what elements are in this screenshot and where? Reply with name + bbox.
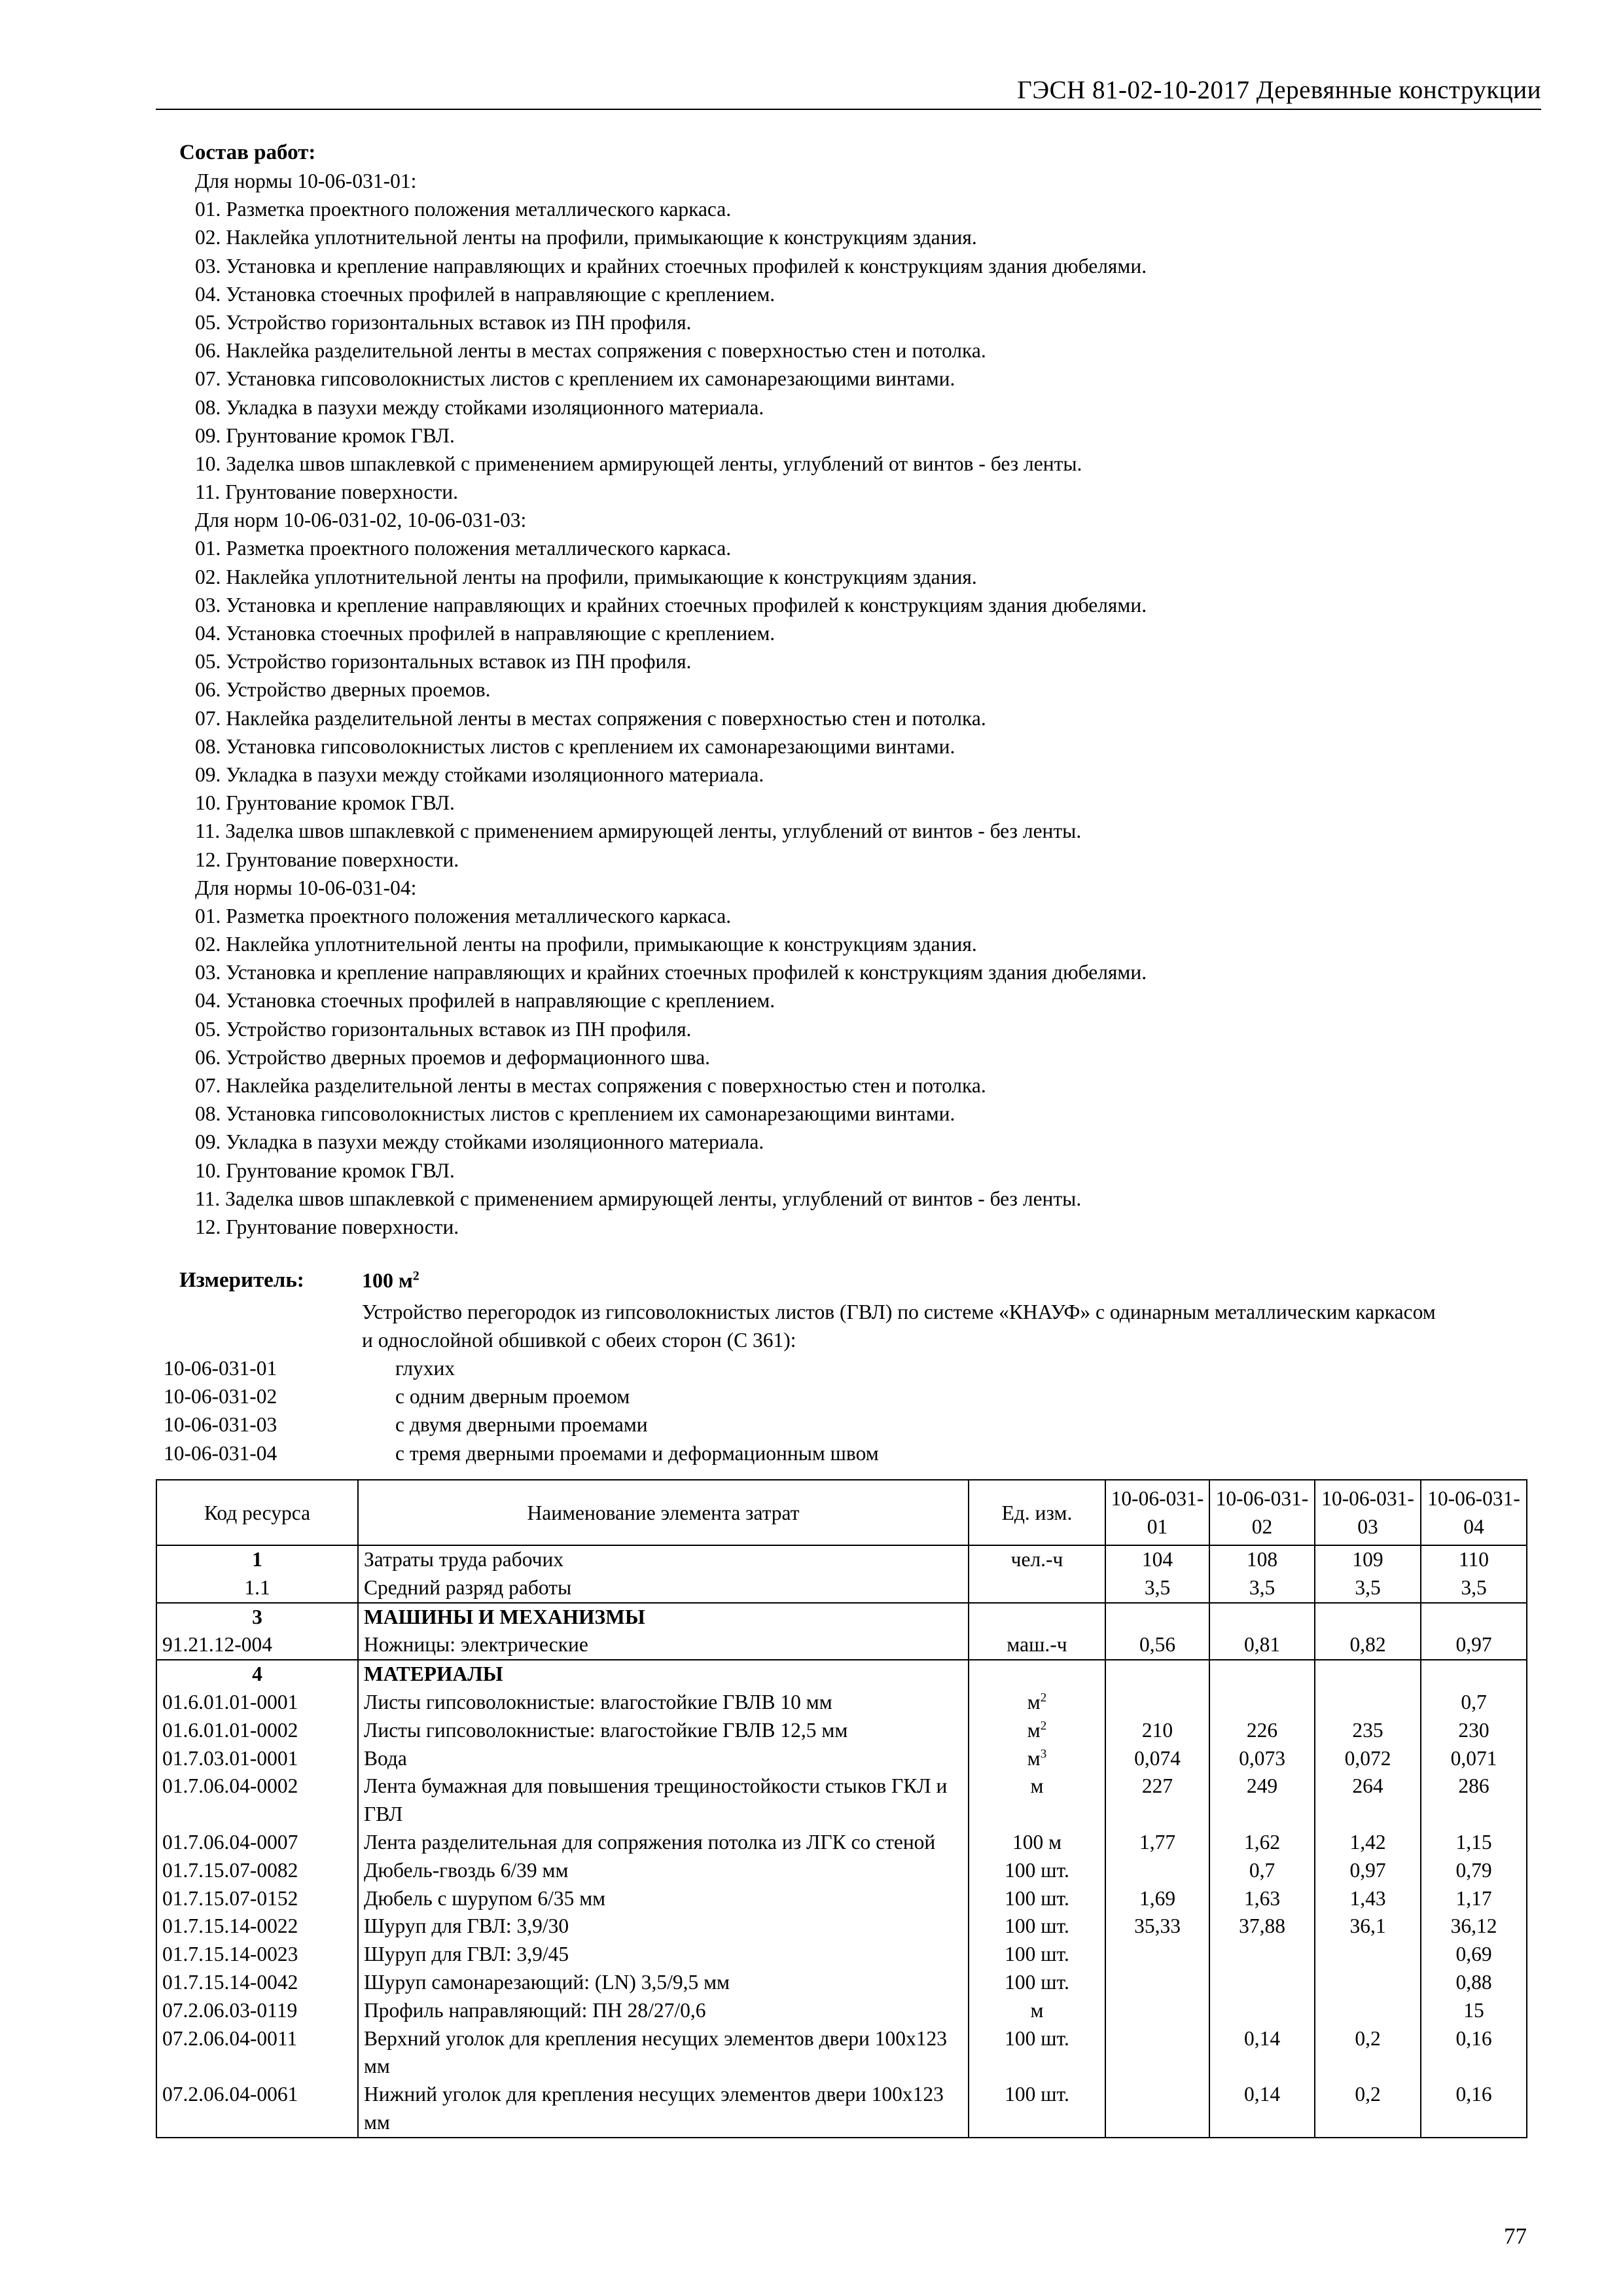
resource-name: Ножницы: электрические (358, 1631, 969, 1660)
unit-superscript: 2 (1040, 1719, 1047, 1733)
work-composition-title: Состав работ: (179, 141, 316, 164)
resource-unit (969, 1545, 1105, 1574)
norm-value (1105, 1857, 1209, 1885)
norm-value: 0,97 (1315, 1857, 1421, 1885)
norm-value: 1,77 (1105, 1829, 1209, 1857)
resource-unit (969, 1969, 1105, 1997)
norm-description: Устройство перегородок из гипсоволокнистых листов (ГВЛ) по системе «КНАУФ» с одинарным металлическим каркасом и однослойной обшивкой с обеих сторон (С 361): (362, 1300, 1436, 1352)
norm-value (1209, 1969, 1315, 1997)
norm-value: 1,42 (1315, 1829, 1421, 1857)
work-step-line: 03. Установка и крепление направляющих и крайних стоечных профилей к конструкциям здания дюбелями. (195, 593, 1147, 617)
norm-value: 0,7 (1209, 1857, 1315, 1885)
norm-value: 0,16 (1421, 2081, 1527, 2138)
work-step-line: 10. Грунтование кромок ГВЛ. (195, 1158, 455, 1182)
work-step-line: 01. Разметка проектного положения металлического каркаса. (195, 537, 732, 560)
resource-code: 3 (156, 1603, 358, 1632)
resource-unit (969, 2025, 1105, 2081)
resource-name: Вода (358, 1745, 969, 1773)
norm-value: 0,97 (1421, 1631, 1527, 1660)
norm-value: 0,69 (1421, 1941, 1527, 1969)
norm-value (1315, 1689, 1421, 1717)
norm-value: 235 (1315, 1717, 1421, 1745)
work-step-line: 01. Разметка проектного положения металлического каркаса. (195, 904, 732, 927)
norm-value (1315, 1603, 1421, 1632)
unit-text: м (1030, 1998, 1044, 2022)
resource-name: Верхний уголок для крепления несущих элементов двери 100х123 мм (358, 2025, 969, 2081)
resource-code: 01.6.01.01-0001 (156, 1689, 358, 1717)
norm-value (1105, 1941, 1209, 1969)
resource-name: Дюбель с шурупом 6/35 мм (358, 1885, 969, 1913)
work-step-line: 04. Установка стоечных профилей в направляющие с креплением. (195, 989, 776, 1013)
table-row (156, 1969, 1527, 1997)
unit-text: 100 шт. (1005, 1886, 1069, 1910)
work-step-line: 03. Установка и крепление направляющих и крайних стоечных профилей к конструкциям здания дюбелями. (195, 961, 1147, 984)
resource-code: 07.2.06.04-0061 (156, 2081, 358, 2138)
norm-value: 1,63 (1209, 1885, 1315, 1913)
work-step-line: 12. Грунтование поверхности. (195, 1215, 459, 1238)
resource-unit (969, 1631, 1105, 1660)
norm-value: 249 (1209, 1772, 1315, 1829)
unit-text: 100 м (1012, 1830, 1062, 1854)
unit-text: м (1030, 1774, 1044, 1798)
unit-text: маш.-ч (1007, 1633, 1067, 1657)
norm-value (1105, 1603, 1209, 1632)
norm-value: 1,62 (1209, 1829, 1315, 1857)
norm-value (1209, 1997, 1315, 2025)
resources-table (156, 1479, 1527, 2138)
norm-code: 10-06-031-01 (164, 1357, 277, 1380)
table-row (156, 2025, 1527, 2081)
unit-superscript: 2 (1040, 1691, 1047, 1705)
unit-text: 100 шт. (1005, 2026, 1069, 2050)
work-step-line: Для норм 10-06-031-02, 10-06-031-03: (195, 509, 527, 532)
norm-value (1421, 1603, 1527, 1632)
document-title: ГЭСН 81-02-10-2017 Деревянные конструкции (1017, 76, 1541, 104)
norm-code: 10-06-031-03 (164, 1413, 277, 1437)
resource-code: 01.7.15.14-0042 (156, 1969, 358, 1997)
unit-text: чел.-ч (1010, 1548, 1063, 1571)
work-step-line: 05. Устройство горизонтальных вставок из ПН профиля. (195, 310, 692, 334)
unit-text: 100 шт. (1005, 1914, 1069, 1938)
table-row (156, 1574, 1527, 1603)
norm-value (1209, 1660, 1315, 1689)
norm-value: 15 (1421, 1997, 1527, 2025)
header-code: Код ресурса (156, 1480, 358, 1545)
resource-code: 01.6.01.01-0002 (156, 1717, 358, 1745)
work-step-line: 06. Устройство дверных проемов и деформационного шва. (195, 1045, 711, 1069)
measure-label: Измеритель: (179, 1268, 304, 1292)
resource-name: Лента бумажная для повышения трещиностойкости стыков ГКЛ и ГВЛ (358, 1772, 969, 1829)
norm-value: 0,7 (1421, 1689, 1527, 1717)
norm-value (1209, 1603, 1315, 1632)
table-row (156, 1603, 1527, 1632)
norm-value: 1,15 (1421, 1829, 1527, 1857)
work-step-line: 11. Заделка швов шпаклевкой с применением армирующей ленты, углублений от винтов - без ленты. (195, 819, 1082, 843)
resource-name: Профиль направляющий: ПН 28/27/0,6 (358, 1997, 969, 2025)
norm-value: 35,33 (1105, 1912, 1209, 1941)
norm-value: 0,56 (1105, 1631, 1209, 1660)
norm-value: 109 (1315, 1545, 1421, 1574)
work-step-line: 04. Установка стоечных профилей в направляющие с креплением. (195, 282, 776, 306)
resource-name: Листы гипсоволокнистые: влагостойкие ГВЛВ 10 мм (358, 1689, 969, 1717)
norm-value (1105, 1997, 1209, 2025)
resource-name: Шуруп самонарезающий: (LN) 3,5/9,5 мм (358, 1969, 969, 1997)
norm-value: 3,5 (1209, 1574, 1315, 1603)
resource-code: 91.21.12-004 (156, 1631, 358, 1660)
norm-value (1105, 1689, 1209, 1717)
header-norm-4: 10-06-031-04 (1421, 1480, 1527, 1545)
norm-value (1315, 1941, 1421, 1969)
resource-name: Затраты труда рабочих (358, 1545, 969, 1574)
work-step-line: 09. Грунтование кромок ГВЛ. (195, 423, 455, 447)
norm-code: 10-06-031-04 (164, 1441, 277, 1465)
norm-value: 286 (1421, 1772, 1527, 1829)
resource-unit (969, 1745, 1105, 1773)
work-step-line: 07. Установка гипсоволокнистых листов с креплением их самонарезающими винтами. (195, 367, 955, 391)
resource-name: Нижний уголок для крепления несущих элементов двери 100х123 мм (358, 2081, 969, 2138)
resource-unit (969, 1885, 1105, 1913)
work-step-line: 08. Установка гипсоволокнистых листов с креплением их самонарезающими винтами. (195, 1102, 955, 1126)
norm-value: 230 (1421, 1717, 1527, 1745)
resource-name: Листы гипсоволокнистые: влагостойкие ГВЛВ 12,5 мм (358, 1717, 969, 1745)
work-step-line: 06. Наклейка разделительной ленты в местах сопряжения с поверхностью стен и потолка. (195, 339, 986, 363)
norm-name: глухих (395, 1357, 455, 1380)
resource-unit (969, 1717, 1105, 1745)
resource-code: 01.7.15.14-0023 (156, 1941, 358, 1969)
resource-code: 01.7.15.07-0152 (156, 1885, 358, 1913)
table-row (156, 1941, 1527, 1969)
unit-text: 100 шт. (1005, 1858, 1069, 1882)
measure-block (179, 1268, 419, 1293)
work-step-line: 09. Укладка в пазухи между стойками изоляционного материала. (195, 1130, 764, 1154)
norm-name: с тремя дверными проемами и деформационным швом (395, 1441, 879, 1465)
norm-value: 264 (1315, 1772, 1421, 1829)
resource-unit (969, 1574, 1105, 1603)
work-step-line: 05. Устройство горизонтальных вставок из ПН профиля. (195, 1017, 692, 1041)
norm-value: 0,14 (1209, 2081, 1315, 2138)
table-row (156, 1772, 1527, 1829)
resource-unit (969, 1941, 1105, 1969)
resource-unit (969, 1689, 1105, 1717)
resource-name: Лента разделительная для сопряжения потолка из ЛГК со стеной (358, 1829, 969, 1857)
norm-value: 0,81 (1209, 1631, 1315, 1660)
norm-value: 0,072 (1315, 1745, 1421, 1773)
work-step-line: 12. Грунтование поверхности. (195, 848, 459, 871)
resource-code: 01.7.15.14-0022 (156, 1912, 358, 1941)
norm-value (1209, 1941, 1315, 1969)
header-norm-3: 10-06-031-03 (1315, 1480, 1421, 1545)
work-step-line: 06. Устройство дверных проемов. (195, 678, 491, 702)
work-step-line: 04. Установка стоечных профилей в направляющие с креплением. (195, 622, 776, 645)
unit-text: м (1027, 1746, 1041, 1770)
norm-value: 0,82 (1315, 1631, 1421, 1660)
norm-value: 0,074 (1105, 1745, 1209, 1773)
norm-value: 0,88 (1421, 1969, 1527, 1997)
norm-value: 0,79 (1421, 1857, 1527, 1885)
resource-unit (969, 1772, 1105, 1829)
norm-value: 226 (1209, 1717, 1315, 1745)
norm-value: 3,5 (1315, 1574, 1421, 1603)
page-header (156, 71, 1541, 110)
resource-unit (969, 1603, 1105, 1632)
resource-name: Средний разряд работы (358, 1574, 969, 1603)
norm-value (1315, 1969, 1421, 1997)
norm-value: 1,43 (1315, 1885, 1421, 1913)
norm-value: 110 (1421, 1545, 1527, 1574)
norm-value (1105, 2081, 1209, 2138)
norm-value: 36,12 (1421, 1912, 1527, 1941)
work-step-line: 08. Установка гипсоволокнистых листов с креплением их самонарезающими винтами. (195, 734, 955, 758)
work-step-line: 02. Наклейка уплотнительной ленты на профили, примыкающие к конструкциям здания. (195, 933, 977, 956)
resource-unit (969, 1997, 1105, 2025)
norm-value: 1,69 (1105, 1885, 1209, 1913)
norm-value: 0,073 (1209, 1745, 1315, 1773)
measure-value: 100 $м^2$ (362, 1268, 419, 1292)
table-row (156, 2081, 1527, 2138)
work-step-line: 10. Грунтование кромок ГВЛ. (195, 791, 455, 815)
norm-value (1209, 1689, 1315, 1717)
work-step-line: 02. Наклейка уплотнительной ленты на профили, примыкающие к конструкциям здания. (195, 565, 977, 588)
norm-value (1315, 1660, 1421, 1689)
norm-value: 1,17 (1421, 1885, 1527, 1913)
norm-value: 104 (1105, 1545, 1209, 1574)
norm-value: 108 (1209, 1545, 1315, 1574)
work-step-line: 11. Заделка швов шпаклевкой с применением армирующей ленты, углублений от винтов - без ленты. (195, 1187, 1082, 1210)
table-row (156, 1660, 1527, 1689)
header-unit: Ед. изм. (969, 1480, 1105, 1545)
resource-code: 01.7.15.07-0082 (156, 1857, 358, 1885)
work-step-line: 05. Устройство горизонтальных вставок из ПН профиля. (195, 650, 692, 673)
resource-name: Шуруп для ГВЛ: 3,9/30 (358, 1912, 969, 1941)
resource-unit (969, 1857, 1105, 1885)
work-step-line: Для нормы 10-06-031-04: (195, 876, 417, 899)
header-name: Наименование элемента затрат (358, 1480, 969, 1545)
work-step-line: 01. Разметка проектного положения металлического каркаса. (195, 198, 732, 221)
norm-value: 227 (1105, 1772, 1209, 1829)
resource-code: 01.7.06.04-0007 (156, 1829, 358, 1857)
unit-text: 100 шт. (1005, 1943, 1069, 1966)
resource-unit (969, 1660, 1105, 1689)
table-header-row (156, 1480, 1527, 1545)
norm-value (1105, 1969, 1209, 1997)
norm-value (1105, 1660, 1209, 1689)
work-step-line: Для нормы 10-06-031-01: (195, 170, 417, 192)
work-step-line: 10. Заделка швов шпаклевкой с применением армирующей ленты, углублений от винтов - без ленты. (195, 452, 1082, 475)
resource-unit (969, 1829, 1105, 1857)
norm-value (1421, 1660, 1527, 1689)
norm-value: 210 (1105, 1717, 1209, 1745)
table-row (156, 1857, 1527, 1885)
work-step-line: 09. Укладка в пазухи между стойками изоляционного материала. (195, 762, 764, 786)
table-row (156, 1885, 1527, 1913)
norm-value: 0,14 (1209, 2025, 1315, 2081)
resource-unit (969, 1912, 1105, 1941)
table-row (156, 1631, 1527, 1660)
resource-code: 01.7.03.01-0001 (156, 1745, 358, 1773)
resource-unit (969, 2081, 1105, 2138)
resource-name: МАТЕРИАЛЫ (358, 1660, 969, 1689)
resource-code: 07.2.06.03-0119 (156, 1997, 358, 2025)
unit-superscript: 3 (1040, 1747, 1047, 1761)
resource-name: МАШИНЫ И МЕХАНИЗМЫ (358, 1603, 969, 1632)
work-step-line: 07. Наклейка разделительной ленты в местах сопряжения с поверхностью стен и потолка. (195, 1074, 986, 1097)
resource-code: 1 (156, 1545, 358, 1574)
resource-code: 07.2.06.04-0011 (156, 2025, 358, 2081)
unit-text: 100 шт. (1005, 1970, 1069, 1994)
resource-name: Шуруп для ГВЛ: 3,9/45 (358, 1941, 969, 1969)
table-row (156, 1829, 1527, 1857)
table-row (156, 1912, 1527, 1941)
resource-code: 01.7.06.04-0002 (156, 1772, 358, 1829)
norm-value: 3,5 (1105, 1574, 1209, 1603)
page-number: 77 (1504, 2223, 1527, 2249)
norm-value: 3,5 (1421, 1574, 1527, 1603)
norm-value: 0,2 (1315, 2025, 1421, 2081)
norm-value (1105, 2025, 1209, 2081)
norm-value: 0,071 (1421, 1745, 1527, 1773)
work-composition (179, 139, 1504, 1241)
norm-value (1315, 1997, 1421, 2025)
norm-name: с одним дверным проемом (395, 1385, 630, 1408)
header-norm-1: 10-06-031-01 (1105, 1480, 1209, 1545)
table-row (156, 1545, 1527, 1574)
resource-code: 1.1 (156, 1574, 358, 1603)
resource-code: 4 (156, 1660, 358, 1689)
table-row (156, 1689, 1527, 1717)
work-step-line: 03. Установка и крепление направляющих и крайних стоечных профилей к конструкциям здания дюбелями. (195, 254, 1147, 278)
table-row (156, 1717, 1527, 1745)
unit-text: м (1027, 1718, 1041, 1742)
work-step-line: 07. Наклейка разделительной ленты в местах сопряжения с поверхностью стен и потолка. (195, 706, 986, 730)
work-step-line: 08. Укладка в пазухи между стойками изоляционного материала. (195, 395, 764, 419)
unit-text: м (1027, 1690, 1041, 1713)
table-row (156, 1997, 1527, 2025)
norm-value: 36,1 (1315, 1912, 1421, 1941)
resource-name: Дюбель-гвоздь 6/39 мм (358, 1857, 969, 1885)
unit-text: 100 шт. (1005, 2083, 1069, 2106)
header-norm-2: 10-06-031-02 (1209, 1480, 1315, 1545)
work-step-line: 11. Грунтование поверхности. (195, 480, 459, 504)
norm-code: 10-06-031-02 (164, 1385, 277, 1408)
norm-value: 0,16 (1421, 2025, 1527, 2081)
norm-value: 0,2 (1315, 2081, 1421, 2138)
work-step-line: 02. Наклейка уплотнительной ленты на профили, примыкающие к конструкциям здания. (195, 226, 977, 249)
table-row (156, 1745, 1527, 1773)
work-steps-list (195, 167, 1504, 1241)
norm-name: с двумя дверными проемами (395, 1413, 648, 1437)
norm-value: 37,88 (1209, 1912, 1315, 1941)
